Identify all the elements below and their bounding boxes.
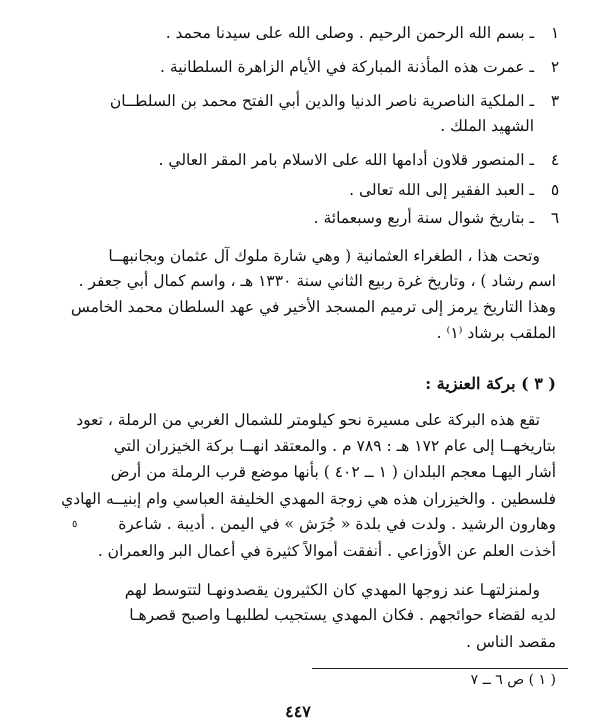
paragraph-line xyxy=(40,246,540,266)
inscription-line-number: ٤ xyxy=(550,151,560,169)
paragraph-line xyxy=(40,410,540,430)
section-heading-text: ( ٣ ) بركة العنزية : xyxy=(425,374,556,393)
paragraph-line-text: وهذا التاريخ يرمز إلى ترميم المسجد الأخير في عهد السلطان محمد الخامس xyxy=(70,298,556,316)
section-heading xyxy=(40,374,556,394)
paragraph-line xyxy=(40,489,556,509)
page-number: ٤٤٧ xyxy=(285,702,311,721)
inscription-line xyxy=(40,91,560,111)
inscription-line xyxy=(40,116,534,136)
paragraph-line-text: الملقب برشاد ⁽١⁾ . xyxy=(436,324,556,342)
paragraph-line xyxy=(40,436,556,456)
paragraph-line-text: اسم رشاد ) ، وتاريخ غرة ربيع الثاني سنة ١٣٣٠ هـ ، واسم كمال أبي جعفر . xyxy=(78,272,556,290)
paragraph-line xyxy=(40,297,556,317)
paragraph-line-text: لديه لقضاء حوائجهم . فكان المهدي يستجيب لطلبهـا واصبح قصرهـا xyxy=(129,606,556,624)
inscription-line-text: الشهيد الملك . xyxy=(440,117,534,135)
paragraph-line-text: بتاريخهــا إلى عام ١٧٢ هـ : ٧٨٩ م . والمعتقد انهــا بركة الخيزران التي xyxy=(113,437,556,455)
paragraph-line-text: وتحت هذا ، الطغراء العثمانية ( وهي شارة ملوك آل عثمان وبجانبهــا xyxy=(108,247,540,265)
inscription-line-number: ١ xyxy=(550,24,560,42)
inscription-line xyxy=(40,23,560,43)
footnote: ( ١ ) ص ٦ ــ ٧ xyxy=(470,672,556,688)
inscription-line-text: ـ بتاريخ شوال سنة أربع وسبعمائة . xyxy=(313,209,534,227)
inscription-line-number: ٥ xyxy=(550,181,560,199)
footnote-divider xyxy=(312,668,568,669)
paragraph-line-text: مقصد الناس . xyxy=(466,633,556,651)
inscription-line-number: ٣ xyxy=(550,92,560,110)
paragraph-line xyxy=(40,514,556,534)
paragraph-line xyxy=(40,541,556,561)
paragraph-line xyxy=(40,323,556,343)
paragraph-line-text: فلسطين . والخيزران هذه هي زوجة المهدي الخليفة العباسي وام إبنيــه الهادي xyxy=(61,490,556,508)
paragraph-line-text: أخذت العلم عن الأوزاعي . أنفقت أموالاً كثيرة في أعمال البر والعمران . xyxy=(97,542,556,560)
paragraph-line xyxy=(40,271,556,291)
inscription-line-text: ـ عمرت هذه المأذنة المباركة في الأيام الزاهرة السلطانية . xyxy=(160,58,534,76)
inscription-line-text: ـ بسم الله الرحمن الرحيم . وصلى الله على سيدنا محمد . xyxy=(165,24,534,42)
inscription-line-number: ٢ xyxy=(550,58,560,76)
inscription-line-number: ٦ xyxy=(550,209,560,227)
paragraph-line-text: وهارون الرشيد . ولدت في بلدة « جُرَش » في اليمن . أديبة . شاعرة xyxy=(118,515,556,533)
inscription-line-text: ـ العبد الفقير إلى الله تعالى . xyxy=(349,181,534,199)
paragraph-line-text: أشار اليهـا معجم البلدان ( ١ ــ ٤٠٢ ) بأنها موضع قرب الرملة من أرض xyxy=(110,463,556,481)
paragraph-line-text: تقع هذه البركة على مسيرة نحو كيلومتر للشمال الغربي من الرملة ، تعود xyxy=(76,411,540,429)
inscription-line xyxy=(40,57,560,77)
inscription-line xyxy=(40,150,560,170)
margin-mark: ٥ xyxy=(72,519,78,530)
inscription-line xyxy=(40,180,560,200)
inscription-line xyxy=(40,208,560,228)
inscription-line-text: ـ المنصور قلاون أدامها الله على الاسلام بامر المقر العالي . xyxy=(158,151,534,169)
paragraph-line xyxy=(40,580,540,600)
paragraph-line xyxy=(40,605,556,625)
paragraph-line xyxy=(40,632,556,652)
inscription-line-text: ـ الملكية الناصرية ناصر الدنيا والدين أبي الفتح محمد بن السلطــان xyxy=(109,92,534,110)
paragraph-line-text: ولمنزلتهـا عند زوجها المهدي كان الكثيرون يقصدونهـا لتتوسط لهم xyxy=(124,581,540,599)
paragraph-line xyxy=(40,462,556,482)
